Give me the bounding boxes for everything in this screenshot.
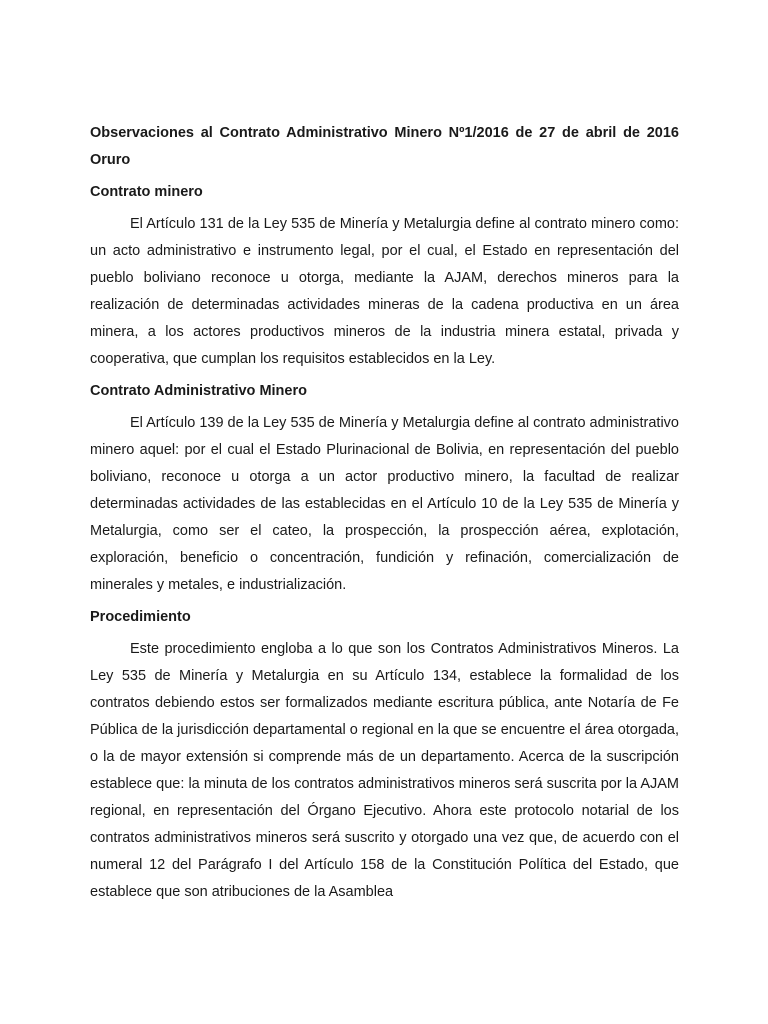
section-heading-contrato-minero: Contrato minero — [90, 184, 203, 200]
document-body — [90, 120, 679, 911]
document-title: Observaciones al Contrato Administrativo Minero Nº1/2016 de 27 de abril de 2016 Oruro — [90, 125, 679, 168]
paragraph-procedimiento: Este procedimiento engloba a lo que son los Contratos Administrativos Mineros. La Ley 535 de Minería y Metalurgia en su Artículo 134, establece la formalidad de los contratos debiendo estos ser formalizados mediante escritura pública, ante Notaría de Fe Pública de la jurisdicción departamental o regional en la que se encuentre el área otorgada, o la de mayor extensión si comprende más de un departamento. Acerca de la suscripción establece que: la minuta de los contratos administrativos mineros será suscrita por la AJAM regional, en representación del Órgano Ejecutivo. Ahora este protocolo notarial de los contratos administrativos mineros será suscrito y otorgado una vez que, de acuerdo con el numeral 12 del Parágrafo I del Artículo 158 de la Constitución Política del Estado, que establece que son atribuciones de la Asamblea — [90, 641, 679, 900]
paragraph-contrato-minero: El Artículo 131 de la Ley 535 de Minería y Metalurgia define al contrato minero como: un acto administrativo e instrumento legal, por el cual, el Estado en representación del pueblo boliviano reconoce u otorga, mediante la AJAM, derechos mineros para la realización de determinadas actividades mineras de la cadena productiva en un área minera, a los actores productivos mineros de la industria minera estatal, privada y cooperativa, que cumplan los requisitos establecidos en la Ley. — [90, 216, 679, 367]
section-heading-procedimiento: Procedimiento — [90, 609, 191, 625]
section-heading-contrato-administrativo-minero: Contrato Administrativo Minero — [90, 383, 307, 399]
paragraph-contrato-administrativo-minero: El Artículo 139 de la Ley 535 de Minería y Metalurgia define al contrato administrativo minero aquel: por el cual el Estado Plurinacional de Bolivia, en representación del pueblo boliviano, reconoce u otorga a un actor productivo minero, la facultad de realizar determinadas actividades de las establecidas en el Artículo 10 de la Ley 535 de Minería y Metalurgia, como ser el cateo, la prospección, la prospección aérea, explotación, exploración, beneficio o concentración, fundición y refinación, comercialización de minerales y metales, e industrialización. — [90, 415, 679, 593]
